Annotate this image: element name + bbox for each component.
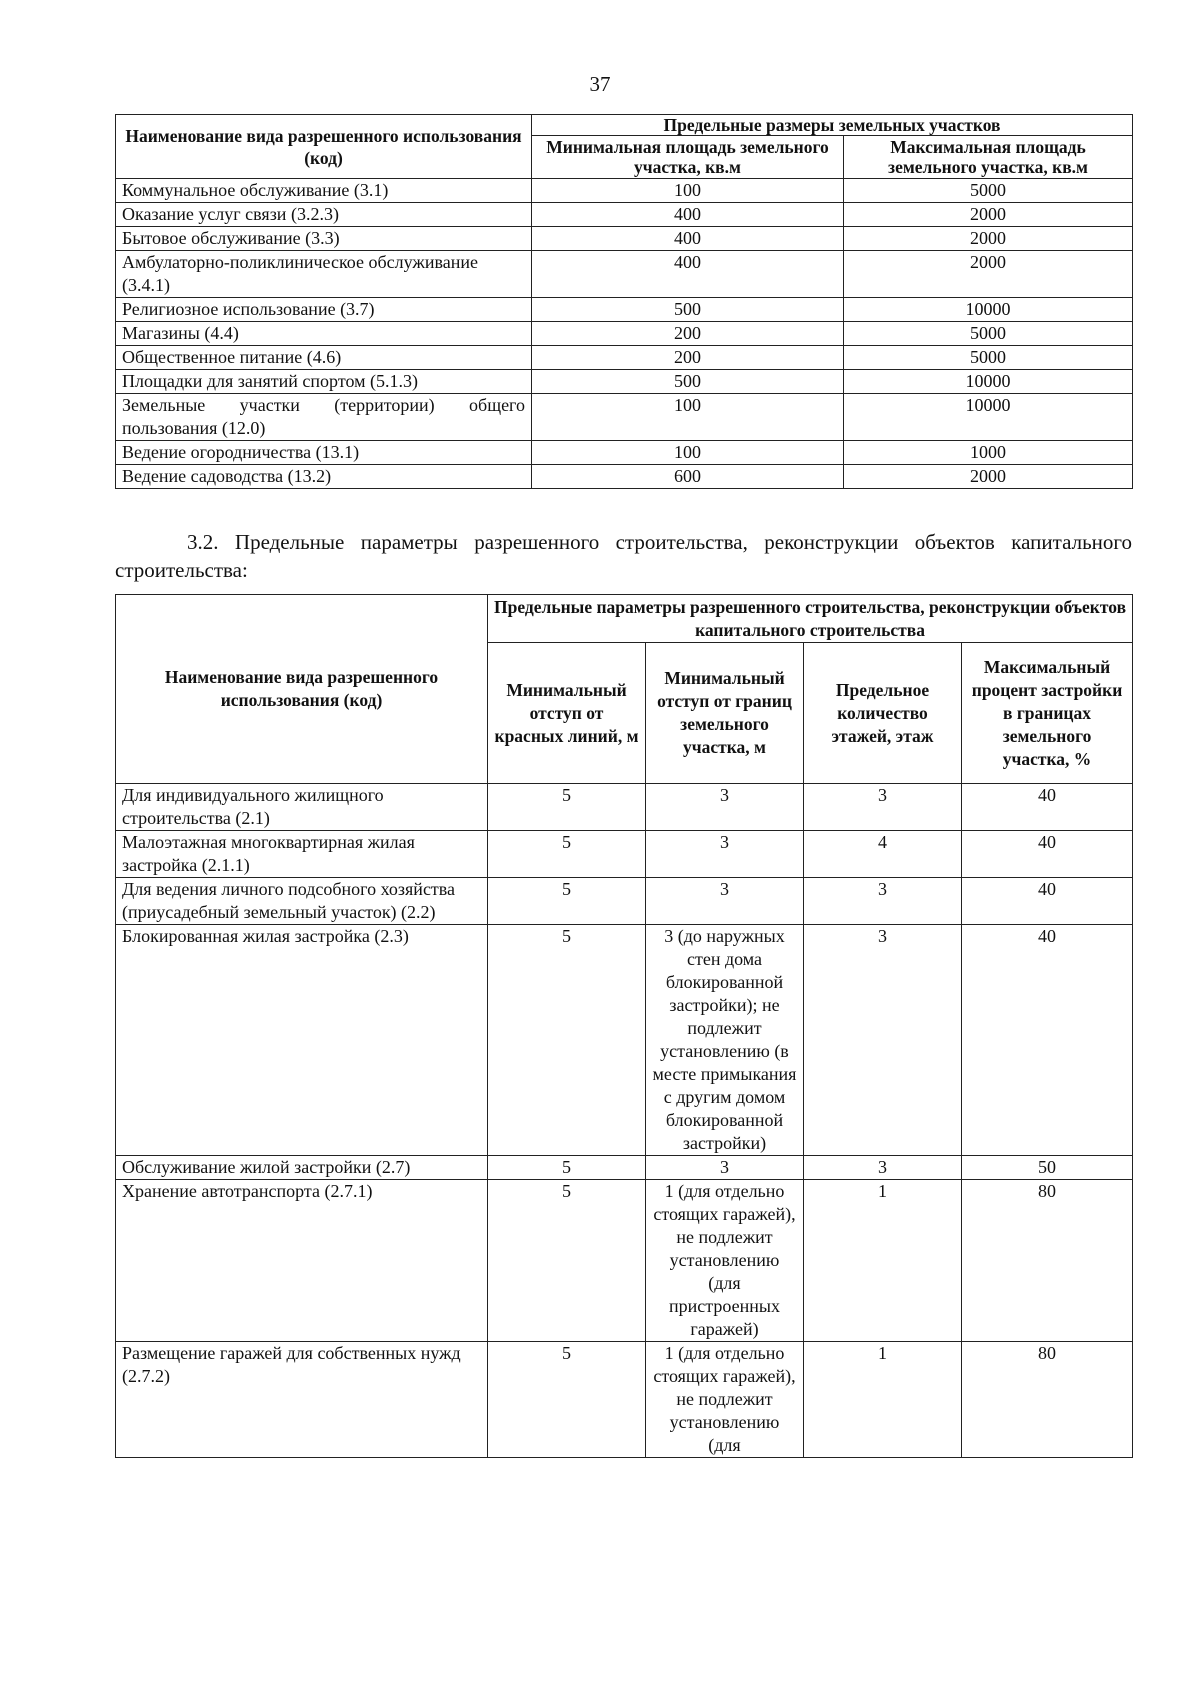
cell-max-area: 2000 bbox=[844, 203, 1133, 227]
table-row bbox=[116, 1342, 1133, 1458]
cell-floor-count: 3 bbox=[804, 878, 962, 925]
cell-min-area: 100 bbox=[532, 179, 844, 203]
cell-red-lines-setback: 5 bbox=[488, 1180, 646, 1342]
table-row bbox=[116, 1156, 1133, 1180]
cell-red-lines-setback: 5 bbox=[488, 1156, 646, 1180]
header-max-area: Максимальная площадь земельного участка, кв.м bbox=[844, 136, 1133, 179]
cell-floor-count: 3 bbox=[804, 1156, 962, 1180]
cell-use-type: Размещение гаражей для собственных нужд (2.7.2) bbox=[116, 1342, 488, 1458]
header-use-type: Наименование вида разрешенного использования (код) bbox=[116, 595, 488, 784]
cell-min-area: 400 bbox=[532, 203, 844, 227]
cell-use-type: Магазины (4.4) bbox=[116, 322, 532, 346]
cell-use-type: Ведение огородничества (13.1) bbox=[116, 441, 532, 465]
cell-use-type: Бытовое обслуживание (3.3) bbox=[116, 227, 532, 251]
cell-max-area: 5000 bbox=[844, 179, 1133, 203]
table-row bbox=[116, 322, 1133, 346]
cell-red-lines-setback: 5 bbox=[488, 925, 646, 1156]
cell-min-area: 600 bbox=[532, 465, 844, 489]
cell-max-area: 2000 bbox=[844, 227, 1133, 251]
cell-max-area: 10000 bbox=[844, 394, 1133, 441]
table-row bbox=[116, 831, 1133, 878]
cell-boundary-setback: 1 (для отдельно стоящих гаражей), не подлежит установлению (для пристроенных гаражей) bbox=[646, 1180, 804, 1342]
cell-use-type: Хранение автотранспорта (2.7.1) bbox=[116, 1180, 488, 1342]
header-floor-count: Предельное количество этажей, этаж bbox=[804, 643, 962, 784]
cell-min-area: 500 bbox=[532, 298, 844, 322]
cell-use-type: Амбулаторно-поликлиническое обслуживание (3.4.1) bbox=[116, 251, 532, 298]
header-min-area: Минимальная площадь земельного участка, кв.м bbox=[532, 136, 844, 179]
header-parameters-group: Предельные параметры разрешенного строительства, реконструкции объектов капитального строительства bbox=[488, 595, 1133, 643]
header-building-percent: Максимальный процент застройки в границах земельного участка, % bbox=[962, 643, 1133, 784]
cell-boundary-setback: 3 bbox=[646, 831, 804, 878]
cell-min-area: 200 bbox=[532, 322, 844, 346]
table-row bbox=[116, 370, 1133, 394]
cell-boundary-setback: 3 (до наружных стен дома блокированной застройки); не подлежит установлению (в месте примыкания с другим домом блокированной застройки) bbox=[646, 925, 804, 1156]
cell-use-type: Блокированная жилая застройка (2.3) bbox=[116, 925, 488, 1156]
cell-red-lines-setback: 5 bbox=[488, 878, 646, 925]
cell-max-area: 2000 bbox=[844, 465, 1133, 489]
cell-use-type: Малоэтажная многоквартирная жилая застройка (2.1.1) bbox=[116, 831, 488, 878]
cell-red-lines-setback: 5 bbox=[488, 784, 646, 831]
cell-min-area: 400 bbox=[532, 227, 844, 251]
cell-red-lines-setback: 5 bbox=[488, 831, 646, 878]
table-row bbox=[116, 179, 1133, 203]
page-number: 37 bbox=[589, 72, 611, 96]
cell-min-area: 100 bbox=[532, 394, 844, 441]
table-row bbox=[116, 298, 1133, 322]
cell-use-type: Религиозное использование (3.7) bbox=[116, 298, 532, 322]
cell-use-type: Для индивидуального жилищного строительства (2.1) bbox=[116, 784, 488, 831]
table-row bbox=[116, 925, 1133, 1156]
section-paragraph bbox=[115, 528, 1132, 584]
cell-building-percent: 50 bbox=[962, 1156, 1133, 1180]
cell-use-type: Ведение садоводства (13.2) bbox=[116, 465, 532, 489]
cell-floor-count: 1 bbox=[804, 1180, 962, 1342]
cell-building-percent: 80 bbox=[962, 1342, 1133, 1458]
cell-floor-count: 1 bbox=[804, 1342, 962, 1458]
cell-boundary-setback: 3 bbox=[646, 1156, 804, 1180]
cell-max-area: 5000 bbox=[844, 322, 1133, 346]
table-row bbox=[116, 441, 1133, 465]
table-header-row bbox=[116, 595, 1133, 643]
cell-min-area: 100 bbox=[532, 441, 844, 465]
cell-floor-count: 3 bbox=[804, 784, 962, 831]
cell-use-type: Для ведения личного подсобного хозяйства (приусадебный земельный участок) (2.2) bbox=[116, 878, 488, 925]
cell-use-type: Обслуживание жилой застройки (2.7) bbox=[116, 1156, 488, 1180]
cell-building-percent: 40 bbox=[962, 925, 1133, 1156]
header-red-lines-setback: Минимальный отступ от красных линий, м bbox=[488, 643, 646, 784]
table-row bbox=[116, 394, 1133, 441]
cell-min-area: 200 bbox=[532, 346, 844, 370]
cell-max-area: 1000 bbox=[844, 441, 1133, 465]
cell-max-area: 5000 bbox=[844, 346, 1133, 370]
cell-max-area: 2000 bbox=[844, 251, 1133, 298]
table-row bbox=[116, 465, 1133, 489]
cell-boundary-setback: 1 (для отдельно стоящих гаражей), не подлежит установлению (для bbox=[646, 1342, 804, 1458]
header-boundary-setback: Минимальный отступ от границ земельного участка, м bbox=[646, 643, 804, 784]
table-row bbox=[116, 1180, 1133, 1342]
cell-max-area: 10000 bbox=[844, 298, 1133, 322]
table-row bbox=[116, 878, 1133, 925]
construction-parameters-table bbox=[115, 594, 1133, 1458]
cell-max-area: 10000 bbox=[844, 370, 1133, 394]
table-row bbox=[116, 251, 1133, 298]
cell-building-percent: 40 bbox=[962, 831, 1133, 878]
cell-building-percent: 40 bbox=[962, 878, 1133, 925]
table-row bbox=[116, 227, 1133, 251]
cell-floor-count: 4 bbox=[804, 831, 962, 878]
cell-floor-count: 3 bbox=[804, 925, 962, 1156]
land-plot-size-table bbox=[115, 114, 1133, 489]
table-row bbox=[116, 784, 1133, 831]
cell-building-percent: 40 bbox=[962, 784, 1133, 831]
cell-use-type: Оказание услуг связи (3.2.3) bbox=[116, 203, 532, 227]
table-header-row bbox=[116, 115, 1133, 136]
cell-min-area: 400 bbox=[532, 251, 844, 298]
header-use-type: Наименование вида разрешенного использования (код) bbox=[116, 115, 532, 179]
cell-use-type: Общественное питание (4.6) bbox=[116, 346, 532, 370]
cell-use-type: Коммунальное обслуживание (3.1) bbox=[116, 179, 532, 203]
table-row bbox=[116, 346, 1133, 370]
cell-use-type: Площадки для занятий спортом (5.1.3) bbox=[116, 370, 532, 394]
table-row bbox=[116, 203, 1133, 227]
paragraph-text: 3.2. Предельные параметры разрешенного строительства, реконструкции объектов капитального строительства: bbox=[115, 530, 1132, 582]
cell-min-area: 500 bbox=[532, 370, 844, 394]
cell-boundary-setback: 3 bbox=[646, 784, 804, 831]
cell-boundary-setback: 3 bbox=[646, 878, 804, 925]
cell-use-type: Земельные участки (территории) общего пользования (12.0) bbox=[116, 394, 532, 441]
cell-red-lines-setback: 5 bbox=[488, 1342, 646, 1458]
header-plot-size-group: Предельные размеры земельных участков bbox=[532, 115, 1133, 136]
cell-building-percent: 80 bbox=[962, 1180, 1133, 1342]
